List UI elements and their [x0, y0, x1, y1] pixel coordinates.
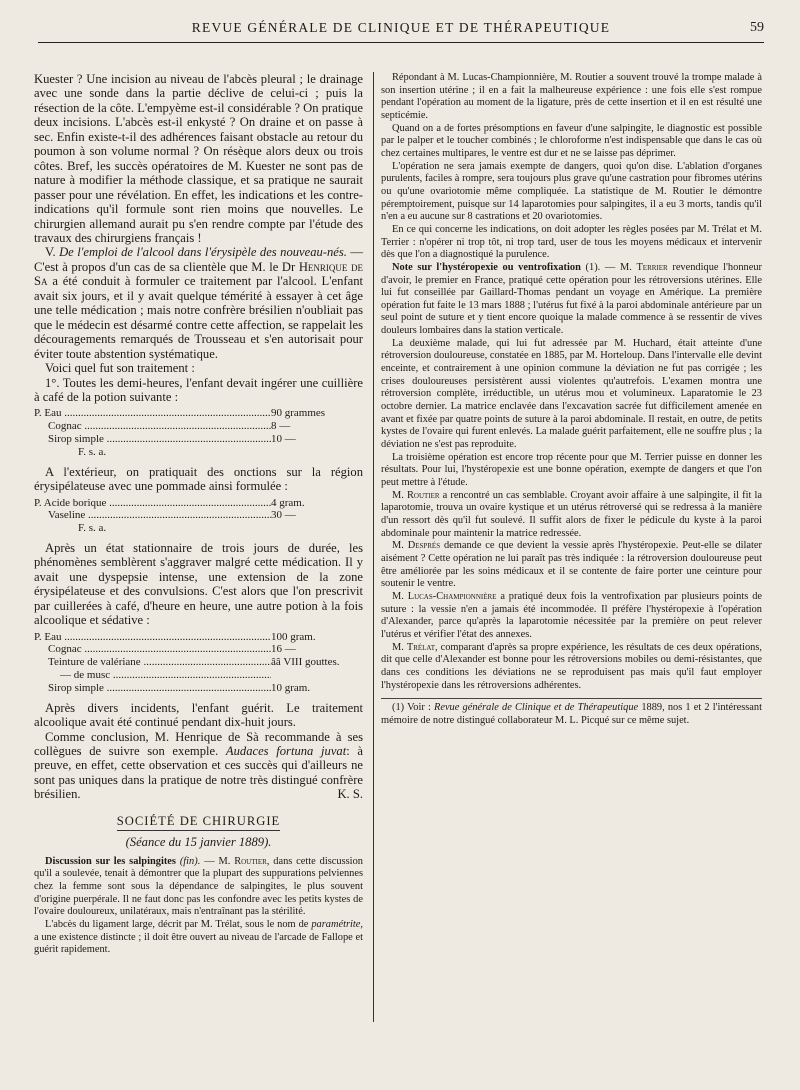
paragraph-lucas — [381, 591, 762, 642]
honorific: M. — [392, 540, 404, 552]
recipe-row — [34, 407, 363, 420]
conclusion-text: Comme conclusion, M. Henrique de Sà recommande à ses collègues de suivre son exemple. — [34, 729, 363, 758]
latin-quote: Audaces fortuna juvat — [225, 743, 347, 758]
recipe-pommade — [34, 497, 363, 535]
lucas-text: a pratiqué deux fois la ventrofixation par plusieurs points de suture : la vessie n'en a jamais été incommodée. Il préfère l'hystéropexie à l'opération d'Alexander, parce qu'après la laparotomie nécessitée par la première on peut relever l'utérus et vérifier l'état des annexes. — [381, 590, 762, 640]
paragraph-deuxieme: La deuxième malade, qui lui fut adressée par M. Huchard, était atteinte d'une rétroversion douloureuse, constatée en 1885, par M. Horteloup. Dans l'intervalle elle devint enceinte, et contrairement à une opinion commune la déviation ne fut pas corrigée ; les crises douloureuses persistèrent aussi violentes qu'autrefois. L'examen montra une rétroversion complète, irréductible, un utérus mou et volumineux. Laparatomie le 23 octobre dernier. La matrice enclavée dans l'excavation sacrée fut difficilement amenée en avant et fixée par quatre points de suture à la paroi abdominale. Il restait, en outre, de petits kystes de l'ovaire qui furent enlevés. La malade guérit parfaitement, elle ne souffre plus ; la déviation ne s'est pas reproduite. — [381, 337, 762, 451]
ingredient: P. Acide borique ..... — [34, 497, 271, 510]
section-text-continued: a été conduit à formuler ce traitement par l'alcool. L'enfant avait six jours, et il y avait quelque témérité à essayer à cet âge une telle médication ; mais notre confrère brésilien n'oubliait pas que le médecin est désarmé contre cette affection, se rappelait les découragements remarqués de Trousseau et s'en autorisait pour éviter toute abstention systématique. — [34, 274, 363, 361]
footnote-lead: (1) Voir : — [392, 702, 431, 714]
surgeon-name: Trélat, — [406, 641, 438, 653]
recipe-row — [34, 497, 363, 510]
left-column — [34, 72, 363, 957]
paragraph-stationnaire: Après un état stationnaire de trois jours de durée, les phénomènes semblèrent s'aggraver malgré cette médication. Il y avait une dyspepsie intense, une extension de la zone érysipélateuse et des convulsions. C'est alors que l'on prescrivit par cuillerées à café, d'heure en heure, une autre potion à la fois alcoolique et sédative : — [34, 540, 363, 628]
ingredient: P. Eau ..... — [34, 631, 271, 644]
ingredient: Cognac ..... — [34, 420, 271, 433]
ingredient: Sirop simple ..... — [34, 433, 271, 446]
recipe-row — [34, 509, 363, 522]
honorific: M. — [392, 489, 404, 501]
ingredient: P. Eau ..... — [34, 407, 271, 420]
abces-text-continued: a une existence distincte ; il doit être ouvert au niveau de l'arcade de Fallope et guérit rapidement. — [34, 931, 363, 956]
paragraph-kuester: Kuester ? Une incision au niveau de l'abcès pleural ; le drainage avec une sonde dans la partie déclive de celui-ci ; puis la résection de la côte. L'empyème est-il considérable ? On pratique deux incisions. L'abcès est-il enkysté ? On draine et on passe à sec. Enfin existe-t-il des adhérences faisant obstacle au retour du poumon à son volume normal ? On résèque alors deux ou trois côtes. Bref, les succès opératoires de M. Kuester ne sont pas de nature à modifier la méthode classique, et sa pratique ne saurait passer pour une révélation. En effet, les indications et les contre-indications qu'il formule sont rien moins que nouvelles. Le chirurgien allemand aurait pu s'en rendre compte par l'étude des travaux des chirurgiens français ! — [34, 72, 363, 245]
honorific: M. — [392, 641, 404, 653]
recipe-row — [34, 522, 363, 535]
surgeon-name: Lucas-Championnière — [407, 590, 497, 602]
ingredient: Vaseline ..... — [34, 509, 271, 522]
recipe-row — [34, 643, 363, 656]
conclusion-text-continued: : à preuve, en effet, cette observation et ces succès qui d'ailleurs ne sont pas uniques dans la pratique de notre très distingué confrère brésilien. — [34, 743, 363, 802]
ingredient: F. s. a. — [78, 522, 107, 535]
abces-text: L'abcès du ligament large, décrit par M. Trélat, sous le nom de — [45, 918, 309, 930]
recipe-row — [34, 433, 363, 446]
footnote-text — [381, 702, 762, 727]
quantity: 10 gram. — [271, 681, 311, 694]
section-number: V. — [45, 245, 56, 260]
right-column — [381, 72, 762, 727]
footnote-journal: Revue générale de Clinique et de Thérapeutique — [433, 702, 639, 714]
paragraph-indications: En ce qui concerne les indications, on doit adopter les règles posées par M. Trélat et M. Terrier : n'opérer ni trop tôt, ni trop tard, user de tous les moyens médicaux et intervenir dès que l'on a diagnostiqué la purulence. — [381, 223, 762, 261]
ingredient: Sirop simple ..... — [34, 682, 271, 695]
recipe-sedative — [34, 631, 363, 695]
quantity: 100 gram. — [271, 630, 316, 643]
quantity: 90 grammes — [271, 407, 326, 420]
paragraph-repondant: Répondant à M. Lucas-Championnière, M. Routier a souvent trouvé la trompe malade à son insertion utérine ; il en a fait la malheureuse expérience : une fois elle s'est rompue pendant l'opération au moment de la ligature, près de cette insertion et il en est résulté une septicémie. — [381, 72, 762, 121]
section-heading — [34, 814, 363, 828]
trelat-text: comparant d'après sa propre expérience, les résultats de ces deux opérations, dit que celle d'Alexander est bonne pour les rétroversions mobiles ou demi-résistantes, que dans ces conditions les déviations ne se reproduisent pas mais qu'il faut employer l'hystéropexie dans les rétroversions adhérentes. — [381, 641, 762, 691]
recipe-row — [34, 446, 363, 459]
paragraph-troisieme: La troisième opération est encore trop récente pour que M. Terrier puisse en donner les résultats. Pour lui, l'hystéropexie est une bonne opération, exempte de dangers et que l'on peut mettre à l'étude. — [381, 451, 762, 488]
quantity: 16 — — [271, 643, 296, 656]
footnote — [381, 698, 762, 727]
recipe-row — [34, 669, 363, 682]
surgeon-name: Després — [407, 540, 441, 552]
discussion-heading: Discussion sur les salpingites — [45, 855, 176, 867]
surgeon-name: Routier — [406, 489, 440, 501]
session-date: (Séance du 15 janvier 1889). — [125, 835, 272, 850]
despres-text: demande ce que devient la vessie après l'hystéropexie. Peut-elle se dilater aisément ? Cette opération ne lui paraît pas très indiquée : la rétroversion douloureuse peut être améliorée par les soins médicaux et il se contente de faire porter une ceinture pour soutenir le ventre. — [381, 540, 762, 590]
section-text: — C'est à propos d'un cas de sa clientèle que M. le Dr — [34, 245, 363, 274]
note-heading: Note sur l'hystéropexie ou ventrofixation — [392, 261, 581, 273]
paragraph-abces — [34, 919, 363, 957]
recipe-row — [34, 420, 363, 433]
paragraph-demi-heures: 1°. Toutes les demi-heures, l'enfant devait ingérer une cuillière à café de la potion suivante : — [34, 375, 363, 404]
discussion-fin: (fin). — [179, 855, 201, 867]
paragraph-despres — [381, 540, 762, 591]
section-v — [34, 245, 363, 361]
paragraph-hysteropexie — [381, 262, 762, 338]
quantity: 8 — — [271, 420, 291, 433]
recipe-row — [34, 631, 363, 644]
honorific: M. — [392, 590, 404, 602]
quantity: 4 gram. — [271, 496, 305, 509]
section-title: De l'emploi de l'alcool dans l'érysipèle des nouveau-nés. — [59, 245, 347, 260]
page-number: 59 — [750, 20, 764, 35]
surgeon-name: Terrier — [636, 261, 668, 273]
paragraph-trelat — [381, 642, 762, 693]
quantity: ââ VIII gouttes. — [271, 656, 340, 669]
ingredient: — de musc ..... — [34, 669, 271, 682]
ingredient: F. s. a. — [78, 445, 107, 458]
author-name: Henrique de Sa — [34, 259, 363, 289]
quantity: 10 — — [271, 433, 296, 446]
paragraph-exterieur: A l'extérieur, on pratiquait des onctions sur la région érysipélateuse avec une pommade ainsi formulée : — [34, 464, 363, 494]
ingredient: Teinture de valériane ..... — [34, 656, 271, 669]
routier-text: a rencontré un cas semblable. Croyant avoir affaire à une salpingite, il fit la laparotomie, trouva un ovaire kystique et un utérus rétroversé qui se redressa à la manière d'un ressort dès qu'il fut soulevé. Il suffit alors de fixer le pédicule du kyste à la paroi abdominale pour maintenir la matrice redressée. — [381, 489, 762, 539]
term-parametrite: paramétrite, — [311, 918, 363, 930]
paragraph-traitement: Voici quel fut son traitement : — [45, 361, 195, 376]
paragraph-discussion — [34, 856, 363, 919]
running-header — [38, 20, 764, 43]
paragraph-routier — [381, 490, 762, 541]
journal-title: REVUE GÉNÉRALE DE CLINIQUE ET DE THÉRAPEUTIQUE — [191, 20, 611, 35]
recipe-row — [34, 682, 363, 695]
discussion-text: — M. — [204, 855, 231, 867]
paragraph-conclusion — [34, 730, 363, 802]
signature: K. S. — [337, 787, 363, 802]
paragraph-diagnostic: Quand on a de fortes présomptions en faveur d'une salpingite, le diagnostic est possible par le palper et le toucher combinés ; le chloroforme n'est indispensable que dans le cas où chez certaines multipares, le ventre est dur et ne se laisse pas déprimer. — [381, 122, 762, 159]
footnote-rest: 1889, nos 1 et 2 l'intéressant mémoire de notre distingué collaborateur M. L. Picqué sur ce même sujet. — [381, 702, 762, 726]
column-divider — [373, 72, 374, 1022]
footnote-ref: (1). — M. — [585, 261, 632, 273]
quantity: 30 — — [271, 509, 296, 522]
paragraph-guerit: Après divers incidents, l'enfant guérit. Le traitement alcoolique avait été continué pendant dix-huit jours. — [34, 700, 363, 730]
surgeon-name: Routier, — [234, 855, 270, 867]
discussion-text-continued: dans cette discussion qu'il a soulevée, tenait à démontrer que la plupart des suppurations pelviennes chez la femme sont sous la dépendance de salpingites, le plus souvent d'origine puerpérale. Il ne faut donc pas les confondre avec les petits kystes de l'ovaire douloureux, unilatéraux, mais n'entraînant pas la stérilité. — [34, 855, 363, 918]
ingredient: Cognac ..... — [34, 643, 271, 656]
recipe-row — [34, 656, 363, 669]
society-title: SOCIÉTÉ DE CHIRURGIE — [117, 814, 280, 831]
paragraph-dangers: L'opération ne sera jamais exempte de dangers, quoi qu'on dise. L'ablation d'organes purulents, faciles à rompre, sera toujours plus grave qu'une castration pour fibromes utérins ou qu'une ovariotomie même compliquée. La statistique de M. Routier le démontre péremptoirement, puisque sur 14 laparotomies pour salpingites, il a eu 3 morts, tandis qu'il n'en a eu aucune sur 8 castrations et 20 ovariotomies. — [381, 160, 762, 223]
note-text: revendique l'honneur d'avoir, le premier en France, pratiqué cette opération pour les rétroversions utérines. Elle lui fut conseillée par Gaillard-Thomas pendant un voyage en Amérique. La première opération fut faite le 13 mars 1888 ; l'utérus fut fixé à la paroi abdominale antérieure par un seul point de suture et y tient encore quoique la malade commence à se ressentir de vives douleurs lombaires dans la station verticale. — [381, 261, 762, 337]
recipe-potion — [34, 407, 363, 458]
